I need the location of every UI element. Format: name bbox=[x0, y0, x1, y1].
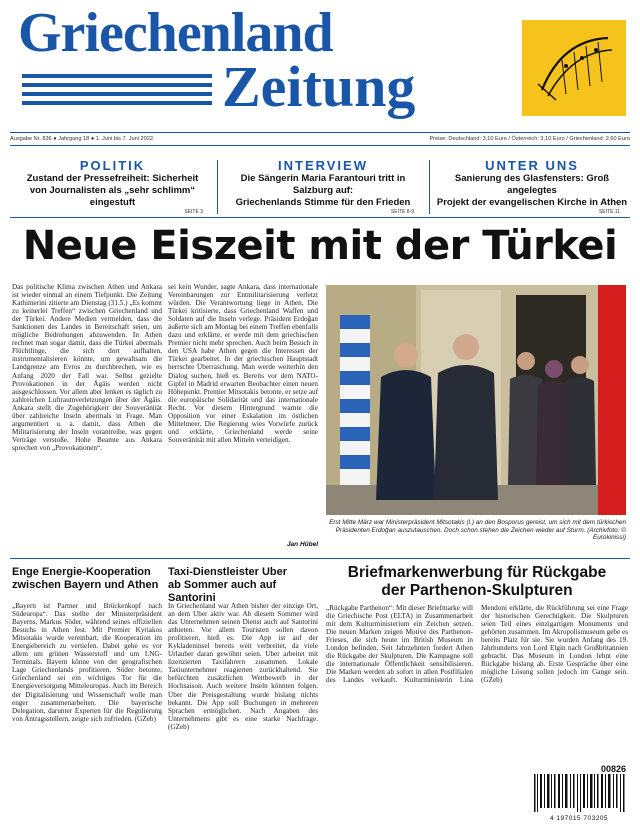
teaser-title: Projekt der evangelischen Kirche in Athen bbox=[436, 197, 628, 208]
article-text: „Bayern ist Partner und Brückenkopf nach Südeuropa“. Das stellte der Ministerpräsident Bayerns, Markus Söder, während seines offiziellen Besuchs in Athen fest. Mit Premier Kyriakos Mitsotakis wurde vereinbart, die Kooperation im Energiebereich zu vertiefen. Dabei gehe es vor allem um grünen Wasserstoff und um LNG-Terminals. Bayern könne von der geografischen Lage Griechenlands profitieren. Söder betonte, Griechenland sei ein wichtiges Tor für die Energieversorgung Mitteleuropas. Auch im Bereich der Digitalisierung und Wissenschaft wolle man enger zusammenarbeiten. Die bayerische Delegation, darunter Experten für die Regulierung von Antragsstellern, zeigte sich zufrieden. (GZeb) bbox=[12, 602, 162, 723]
article-text: In Griechenland war Athen bisher der einzige Ort, an dem Uber aktiv war. Ab diesem Sommer wird das Unternehmen seinen Dienst auch auf Santorini anbieten. Vor allem Touristen sollen davon profitieren, hieß es. Die App ist auf der Kykladeninsel bereits weit verbreitet, da viele Urlauber daran gewöhnt seien. Uber arbeitet mit lizenzierten Taxifahrern zusammen. Lokale Taxiunternehmer reagierten zurückhaltend. Sie befürchten zusätzlichen Wettbewerb in der Hochsaison. Auch weitere Inseln könnten folgen. Über die Preisgestaltung wurde bislang nichts bekannt. Die App soll Buchungen in mehreren Sprachen ermöglichen. Nach Angaben des Unternehmens gibt es eine starke Nachfrage. (GZeb) bbox=[168, 602, 318, 731]
teaser-page-ref: SEITE 8-9 bbox=[390, 209, 414, 215]
masthead-title-line2: Zeitung bbox=[222, 54, 416, 119]
top-rule bbox=[10, 132, 630, 133]
main-headline: Neue Eiszeit mit der Türkei bbox=[22, 223, 618, 269]
lead-photo bbox=[326, 285, 626, 515]
lead-text: sei kein Wunder, sagte Ankara, dass internationale Vereinbarungen zur Entmilitarisierung verletzt würden. Die Verantwortung liege in Athen. Die Türkei kritisierte, dass Griechenland Waffen und Soldaten auf die Inseln verlege. Präsident Erdoğan äußerte sich am Montag bei einem Treffen ebenfalls dazu und erklärte, er werde mit dem griechischen Premier nicht mehr sprechen. Auch beim Besuch in den USA habe Athen gegen die Interessen der Türkei gearbeitet. In der griechischen Hauptstadt herrschte Überraschung. Man werde weiterhin den Dialog suchen, hieß es. Bereits vor dem NATO-Gipfel in Madrid erwarten Beobachter einen neuen Höhepunkt. Premier Mitsotakis betonte, er setze auf die europäische Solidarität und das internationale Recht. Vor diesem Hintergrund warnte die Opposition vor einer Eskalation im östlichen Mittelmeer. Die Regierung wies Vorwürfe zurück und erklärte, Griechenland werde seine Souveränität mit allen Mitteln verteidigen. bbox=[168, 283, 318, 444]
lead-author: Jan Hübel bbox=[286, 541, 318, 548]
lyre-logo bbox=[522, 20, 626, 116]
barcode-number: 4 197015 703205 bbox=[549, 815, 609, 822]
article-title: Briefmarkenwerbung für Rückgabe bbox=[347, 564, 607, 581]
teaser-page-ref: SEITE 11 bbox=[598, 209, 620, 215]
teaser-interview[interactable] bbox=[220, 158, 426, 215]
article-title: der Parthenon-Skulpturen bbox=[381, 582, 573, 599]
lead-column-1 bbox=[12, 283, 162, 549]
lead-column-2 bbox=[168, 283, 318, 541]
teaser-title: Sanierung des Glasfensters: Groß angelegtes bbox=[454, 173, 610, 196]
masthead-stripes bbox=[22, 74, 212, 110]
teaser-category: INTERVIEW bbox=[278, 158, 368, 173]
teaser-unter-uns[interactable] bbox=[432, 158, 632, 215]
teaser-politik[interactable] bbox=[10, 158, 215, 215]
barcode-price-code: 00826 bbox=[600, 764, 626, 774]
teaser-title: Zustand der Pressefreiheit: Sicherheit bbox=[26, 173, 199, 184]
price-info: Preise: Deutschland: 3,10 Euro / Österreich: 3,10 Euro / Griechenland: 2,60 Euro bbox=[429, 136, 630, 142]
teaser-divider bbox=[217, 160, 218, 214]
lead-text: Das politische Klima zwischen Athen und Ankara ist wieder einmal an einem Tiefpunkt. Die Zeitung Kathimerini zitierte am Dienstag (31.5.) „Es kommt zu keinerlei Treffen“ zwischen Griechenland und der Türkei. Andere Medien vermelden, dass die Sanktionen des Landes in Bereitschaft seien, um mögliche Bedrohungen abzuwenden. In Athen rechnet man sogar damit, dass die Türkei abermals Flüchtlinge, die sich dort aufhalten, instrumentalisieren könnte, um gewaltsam die Landgrenze am Evros zu durchbrechen, wie es Anfang 2020 der Fall war. Selbst gezielte Provokationen in der Ägäis werden nicht ausgeschlossen. Vor allem aber lenken es täglich zu zahlreichen Luftraumverletzungen über der Ägäis. Ankara stellt die Zugehörigkeit der Souveränität über zahlreiche Inseln abermals in Frage. Man argumentiert u. a. damit, dass Athen die Militarisierung der Inseln vorantreibe, was gegen Verträge verstoße. Hohe Beamte aus Ankara sprechen von „Provokationen“. bbox=[12, 283, 162, 452]
article-title: ab Sommer auch auf Santorini bbox=[168, 579, 277, 604]
issue-info: Ausgabe Nr. 836 ● Jahrgang 18 ● 1. Juni bis 7. Juni 2022 bbox=[10, 136, 153, 142]
article-uber-text bbox=[168, 602, 318, 828]
teaser-title: Griechenlands Stimme für den Frieden bbox=[235, 197, 411, 208]
info-rule bbox=[10, 145, 630, 146]
teaser-title: Die Sängerin Maria Farantouri tritt in Salzburg auf: bbox=[240, 173, 406, 196]
barcode bbox=[530, 764, 628, 822]
info-bar bbox=[10, 136, 630, 142]
article-uber[interactable] bbox=[168, 566, 318, 605]
teaser-category: UNTER UNS bbox=[485, 158, 579, 173]
masthead-title-line1: Griechenland bbox=[18, 2, 333, 64]
article-title: zwischen Bayern und Athen bbox=[12, 579, 159, 591]
teaser-title: von Journalisten als „sehr schlimm“ eingestuft bbox=[29, 185, 196, 208]
teaser-divider bbox=[429, 160, 430, 214]
article-energy-text bbox=[12, 602, 162, 828]
photo-caption: Erst Mitte März war Ministerpräsident Mitsotakis (l.) an den Bosporus gereist, um sich mit dem türkischen Präsidenten Erdoğan auszutauschen. Doch schon stehen die Zeichen wieder auf Sturm. (Archivfoto: © Eurokinissi) bbox=[329, 519, 626, 542]
article-title: Taxi-Dienstleister Uber bbox=[168, 566, 288, 578]
article-text: „Rückgabe Parthenon“: Mit dieser Briefmarke will die Griechische Post (ELTA) in Zusammenarbeit mit dem Kulturministerium ein Zeichen setzen. Die neuen Marken zeigen Motive des Parthenon-Frieses, die sich heute im British Museum in London befinden. Seit Jahrzehnten fordert Athen die Rückgabe der Skulpturen. Die Kampagne soll die internationale Öffentlichkeit sensibilisieren. Die Marken werden ab sofort in allen Postfilialen des Landes verkauft. Kulturministerin Lina Mendoni erklärte, die Rückführung sei eine Frage der historischen Gerechtigkeit. Die Skulpturen seien Teil eines einzigartigen Monuments und gehörten zusammen. Im Akropolismuseum gebe es bereits Platz für sie. Sie wurden Anfang des 19. Jahrhunderts von Lord Elgin nach Großbritannien gebracht. Das Museum in London lehnt eine Rückgabe bislang ab. Erste Gespräche über eine mögliche Lösung sollen jedoch im Gange sein. (GZeb) bbox=[326, 604, 628, 685]
teaser-category: POLITIK bbox=[79, 158, 146, 173]
section-rule bbox=[10, 558, 630, 559]
article-parthenon-text bbox=[326, 604, 628, 764]
article-title: Enge Energie-Kooperation bbox=[12, 566, 151, 578]
article-energy[interactable] bbox=[12, 566, 162, 592]
article-parthenon[interactable] bbox=[326, 564, 628, 600]
teaser-page-ref: SEITE 3 bbox=[184, 209, 203, 215]
teaser-rule bbox=[10, 217, 630, 218]
